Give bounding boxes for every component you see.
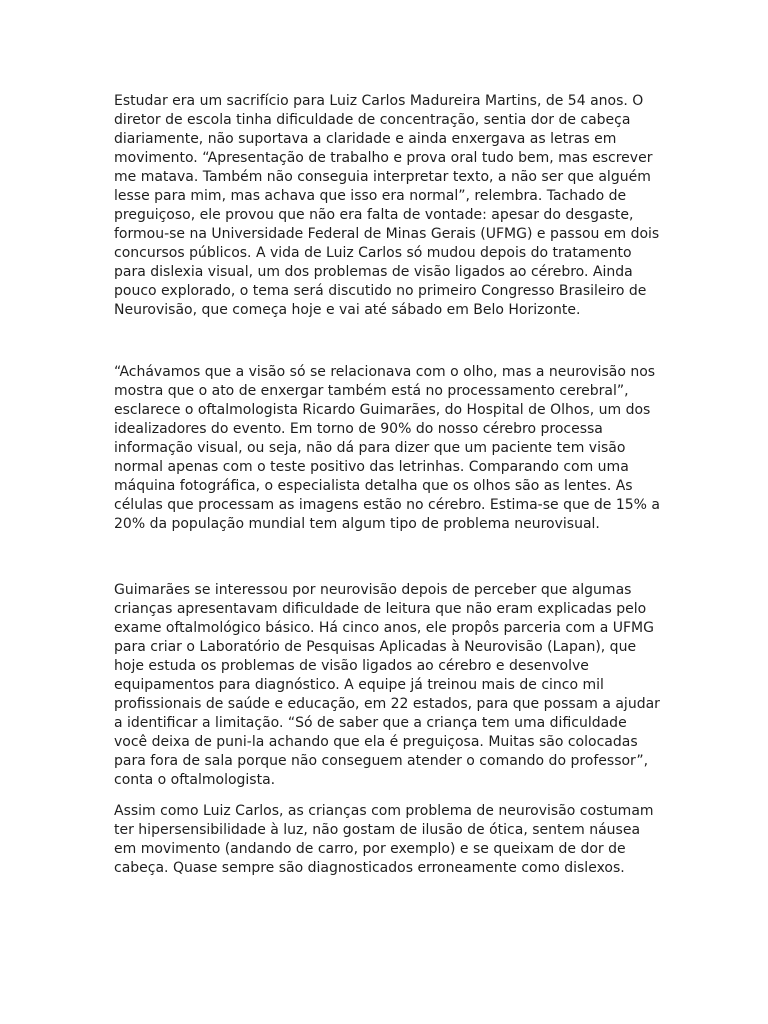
paragraph-3: Guimarães se interessou por neurovisão depois de perceber que algumas crianças apresentavam dificuldade de leitura que não eram explicadas pelo exame oftalmológico básico. Há cinco anos, ele propôs parceria com a UFMG para criar o Laboratório de Pesquisas Aplicadas à Neurovisão (Lapan), que hoje estuda os problemas de visão ligados ao cérebro e desenvolve equipamentos para diagnóstico. A equipe já treinou mais de cinco mil profissionais de saúde e educação, em 22 estados, para que possam a ajudar a identificar a limitação. “Só de saber que a criança tem uma dificuldade você deixa de puni-la achando que ela é preguiçosa. Muitas são colocadas para fora de sala porque não conseguem atender o comando do professor”, conta o oftalmologista. [114,582,660,788]
paragraph-1: Estudar era um sacrifício para Luiz Carlos Madureira Martins, de 54 anos. O diretor de escola tinha dificuldade de concentração, sentia dor de cabeça diariamente, não suportava a claridade e ainda enxergava as letras em movimento. “Apresentação de trabalho e prova oral tudo bem, mas escrever me matava. Também não conseguia interpretar texto, a não ser que alguém lesse para mim, mas achava que isso era normal”, relembra. Tachado de preguiçoso, ele provou que não era falta de vontade: apesar do desgaste, formou-se na Universidade Federal de Minas Gerais (UFMG) e passou em dois concursos públicos. A vida de Luiz Carlos só mudou depois do tratamento para dislexia visual, um dos problemas de visão ligados ao cérebro. Ainda pouco explorado, o tema será discutido no primeiro Congresso Brasileiro de Neurovisão, que começa hoje e vai até sábado em Belo Horizonte. [114,93,660,318]
paragraph-2: “Achávamos que a visão só se relacionava com o olho, mas a neurovisão nos mostra que o ato de enxergar também está no processamento cerebral”, esclarece o oftalmologista Ricardo Guimarães, do Hospital de Olhos, um dos idealizadores do evento. Em torno de 90% do nosso cérebro processa informação visual, ou seja, não dá para dizer que um paciente tem visão normal apenas com o teste positivo das letrinhas. Comparando com uma máquina fotográfica, o especialista detalha que os olhos são as lentes. As células que processam as imagens estão no cérebro. Estima-se que de 15% a 20% da população mundial tem algum tipo de problema neurovisual. [114,364,660,532]
paragraph-4: Assim como Luiz Carlos, as crianças com problema de neurovisão costumam ter hipersensibilidade à luz, não gostam de ilusão de ótica, sentem náusea em movimento (andando de carro, por exemplo) e se queixam de dor de cabeça. Quase sempre são diagnosticados erroneamente como dislexos. [114,803,654,876]
